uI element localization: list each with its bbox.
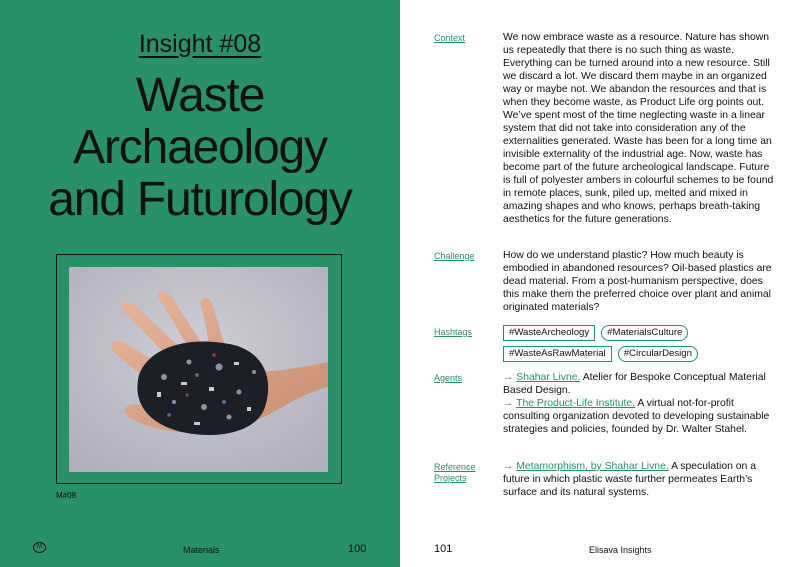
- hashtags-label[interactable]: Hashtags: [434, 327, 473, 337]
- page-number: 101: [434, 543, 453, 555]
- hashtag[interactable]: #MaterialsCulture: [601, 325, 688, 341]
- title-line: and Futurology: [48, 173, 352, 226]
- materials-icon: M: [33, 542, 46, 553]
- reference-label-line: Projects: [434, 473, 467, 483]
- title-line: Waste: [135, 69, 265, 122]
- page-number: 100: [348, 543, 367, 555]
- insight-number: Insight #08: [138, 30, 262, 58]
- reference-link[interactable]: Metamorphism, by Shahar Livne.: [516, 461, 669, 472]
- agents-label[interactable]: Agents: [434, 373, 463, 383]
- challenge-paragraph: How do we understand plastic? How much beauty is embodied in abandoned resources? Oil-based plastics are dead material. From a post-humanism perspective, does this make them the preferred choice over plant and animal originated materials?: [503, 250, 772, 313]
- reference-text: [503, 460, 775, 499]
- reference-entry: [503, 460, 775, 499]
- footer-section: Elisava Insights: [589, 545, 652, 555]
- agent-description: Atelier for Bespoke Conceptual Material Based Design.: [503, 372, 766, 396]
- photo-frame: [56, 254, 342, 484]
- challenge-label[interactable]: Challenge: [434, 251, 475, 261]
- hashtag[interactable]: #WasteArcheology: [503, 325, 595, 341]
- title-line: Archaeology: [73, 121, 327, 174]
- footer-section: Materials: [183, 545, 220, 555]
- reference-label-line: Reference: [434, 462, 476, 472]
- agent-description: A virtual not-for-profit consulting organization devoted to developing sustainable strategies and policies, founded by Dr. Walter Stahel.: [503, 398, 770, 435]
- hashtag[interactable]: #CircularDesign: [618, 346, 698, 362]
- hashtag[interactable]: #WasteAsRawMaterial: [503, 346, 612, 362]
- page-title: [0, 70, 400, 226]
- arrow-right-icon: →: [503, 398, 517, 409]
- agent-entry: [503, 371, 775, 397]
- reference-label[interactable]: [434, 462, 476, 484]
- agents-text: [503, 371, 775, 436]
- context-text: [503, 31, 775, 226]
- hashtag-list: [503, 325, 783, 367]
- figure-label: M#08: [56, 491, 77, 500]
- agent-entry: [503, 397, 775, 436]
- agent-link[interactable]: Shahar Livne.: [516, 372, 581, 383]
- hand-holding-plastic-stone-image: [69, 267, 328, 472]
- agent-link[interactable]: The Product-Life Institute.: [516, 398, 636, 409]
- context-label[interactable]: Context: [434, 33, 466, 43]
- arrow-right-icon: →: [503, 461, 517, 472]
- arrow-right-icon: →: [503, 372, 517, 383]
- challenge-text: [503, 249, 775, 314]
- reference-description: A speculation on a future in which plastic waste further permeates Earth’s surface and its natural systems.: [503, 461, 756, 498]
- context-paragraph: We now embrace waste as a resource. Nature has shown us repeatedly that there is no such thing as waste. Everything can be turned around into a new resource. Still we discard a lot. We discard them maybe in an organized way or maybe not. We abandon the resources and that is when they become waste, as Product Life org points out. We’ve spent most of the time neglecting waste in a linear system that did not take into consideration any of the externalities generated. Waste has been for a long time an invisible externality of the industrial age. Now, waste has become part of the future archeological landscape. Future is full of polyester ambers in colourful schemes to be found in remote places, sunk, piled up, melted and mixed in amazing shapes and who knows, perhaps breath-taking aesthetics for the future generations.: [503, 32, 774, 225]
